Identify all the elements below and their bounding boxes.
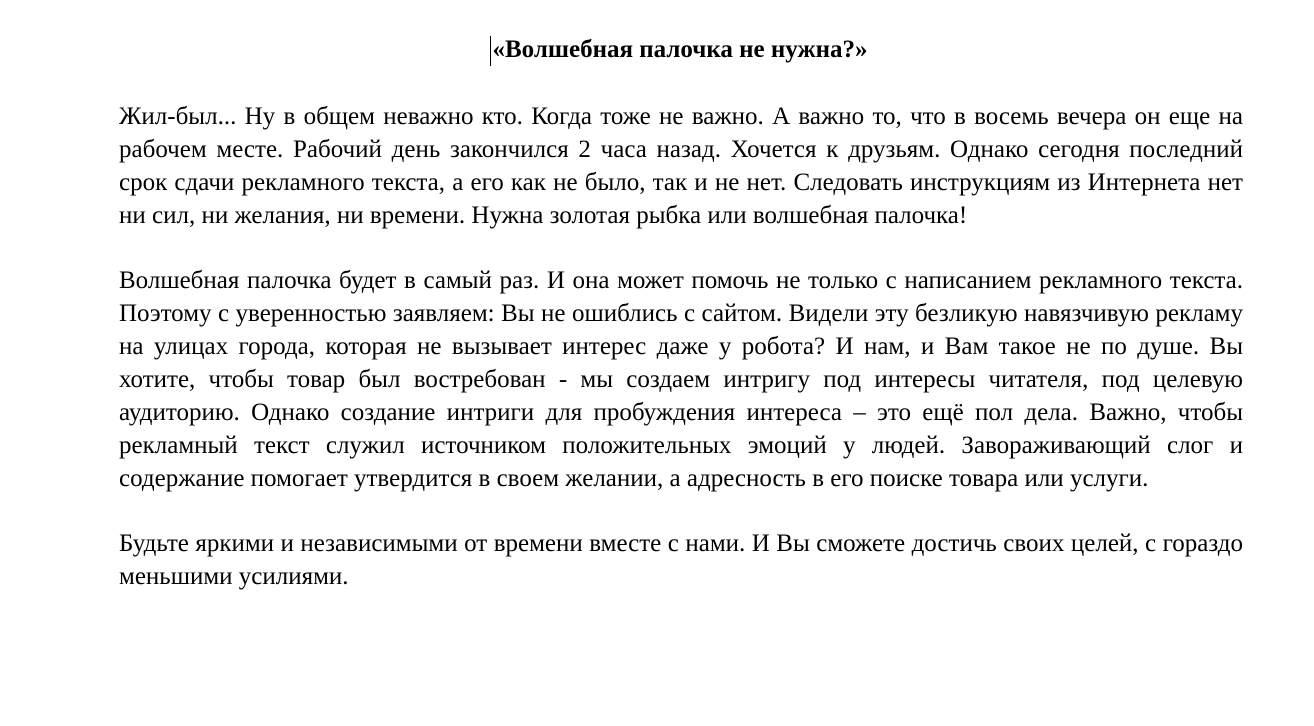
title-line [0, 32, 1314, 68]
paragraph-3: Будьте яркими и независимыми от времени вместе с нами. И Вы сможете достичь своих целей, с гораздо меньшими усилиями. [119, 530, 1243, 590]
text-cursor [490, 36, 491, 66]
document-title-text: «Волшебная палочка не нужна?» [492, 36, 868, 63]
paragraph-1: Жил-был... Ну в общем неважно кто. Когда тоже не важно. А важно то, что в восемь вечера он еще на рабочем месте. Рабочий день закончился 2 часа назад. Хочется к друзьям. Однако сегодня последний срок сдачи рекламного текста, а его как не было, так и не нет. Следовать инструкциям из Интернета нет ни сил, ни желания, ни времени. Нужна золотая рыбка или волшебная палочка! [119, 103, 1243, 229]
paragraph-2: Волшебная палочка будет в самый раз. И она может помочь не только с написанием рекламного текста. Поэтому с уверенностью заявляем: Вы не ошиблись с сайтом. Видели эту безликую навязчивую рекламу на улицах города, которая не вызывает интерес даже у робота? И нам, и Вам такое не по душе. Вы хотите, чтобы товар был востребован - мы создаем интригу под интересы читателя, под целевую аудиторию. Однако создание интриги для пробуждения интереса – это ещё пол дела. Важно, чтобы рекламный текст служил источником положительных эмоций у людей. Завораживающий слог и содержание помогает утвердится в своем желании, а адресность в его поиске товара или услуги. [119, 267, 1243, 492]
document-body [119, 100, 1243, 593]
document-title [491, 32, 868, 68]
